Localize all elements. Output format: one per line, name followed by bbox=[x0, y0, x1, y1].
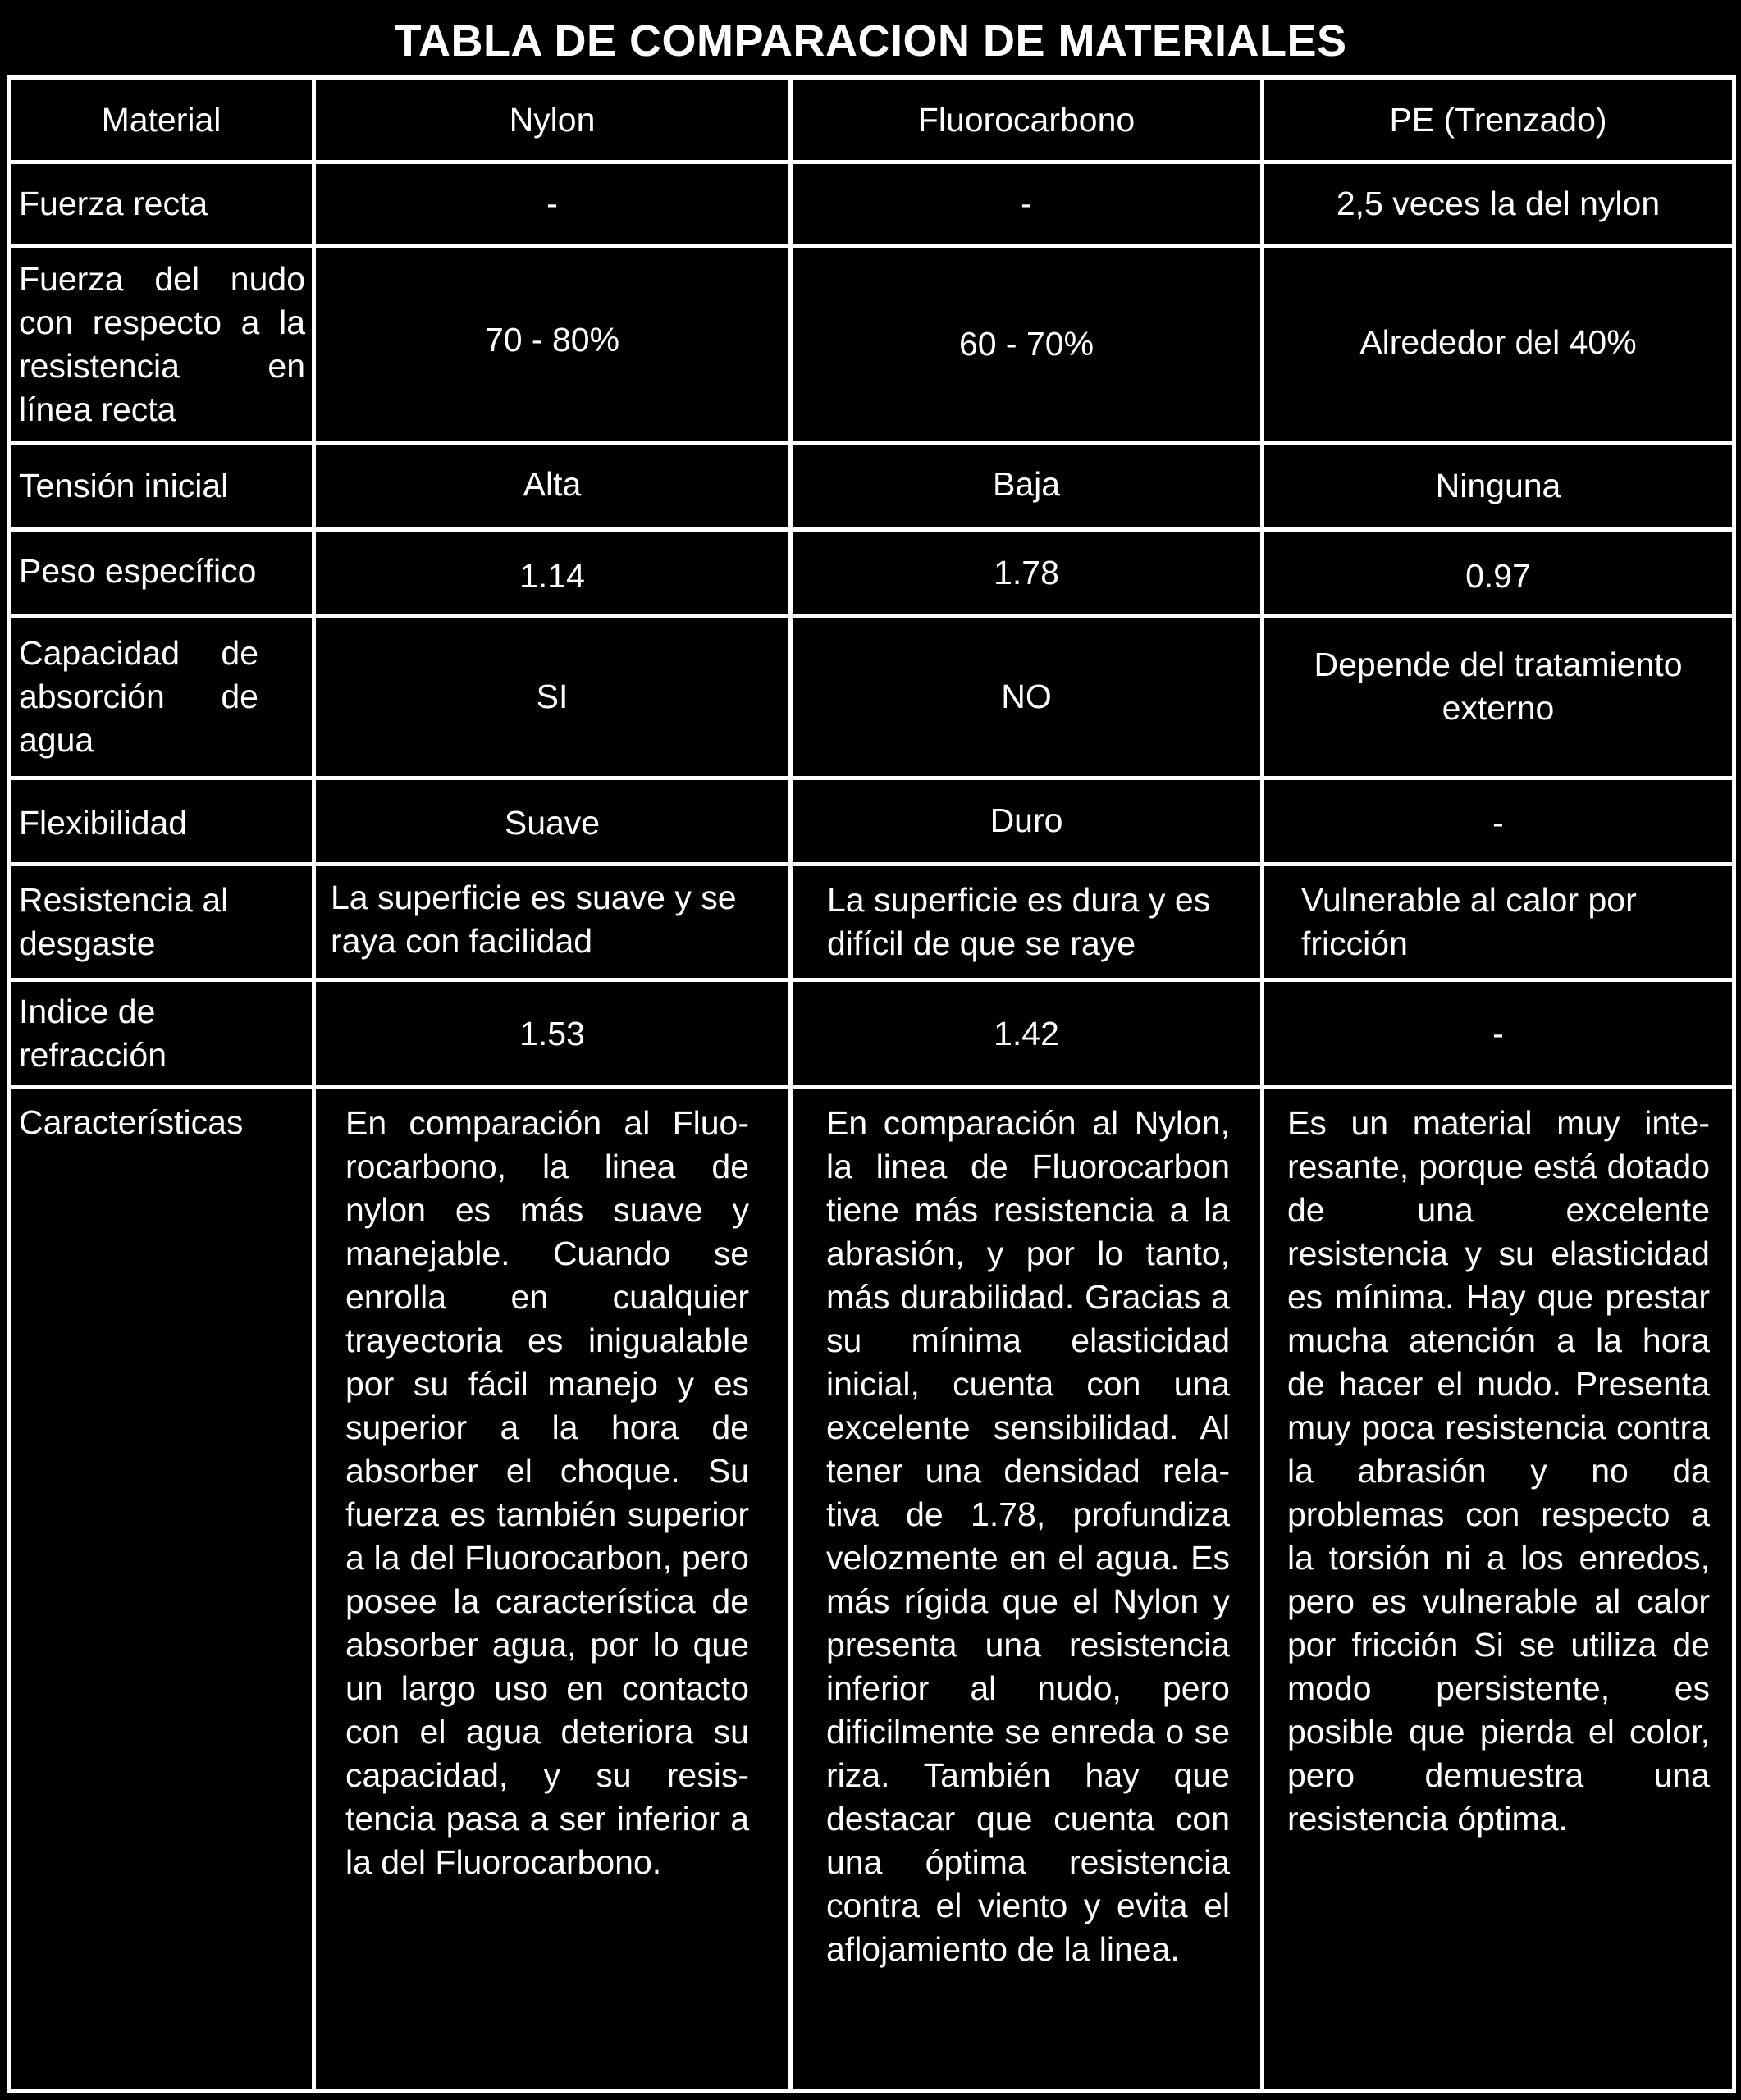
header-material: Material bbox=[101, 100, 222, 139]
cell-nylon: - bbox=[546, 185, 558, 222]
cell-fluorocarbono: NO bbox=[1001, 678, 1052, 715]
cell-pe: Es un material muy interesante, porque está dotado de una excelente resistencia y su elasticidad es mínima. Hay que prestar mucha atención a la hora de hacer el nudo. Presenta muy poca resistencia contra la abrasión y no da problemas con respecto a la torsión ni a los enredos, pero es vulnerable al calor por fricción Si se utiliza de modo persistente, es posible que pierda el color, pero demuestra una resistencia óptima. bbox=[1287, 1104, 1710, 1838]
cell-nylon: 70 - 80% bbox=[484, 321, 620, 358]
header-fluorocarbono: Fluorocarbono bbox=[917, 100, 1136, 139]
cell-pe: - bbox=[1492, 1014, 1504, 1052]
row-label-text: Fuerza del nudo con respecto a la resistencia en línea recta bbox=[19, 259, 305, 428]
cell-nylon: 1.53 bbox=[519, 1014, 585, 1052]
cell-fluorocarbono: 60 - 70% bbox=[958, 325, 1094, 363]
row-label: Peso específico bbox=[19, 551, 257, 590]
row-label: Fuerza recta bbox=[19, 185, 208, 222]
table-title: TABLA DE COMPARACION DE MATERIALES bbox=[394, 16, 1347, 66]
row-label: Características bbox=[19, 1103, 244, 1141]
row-label-text: Capacidad de absorción de agua bbox=[19, 634, 258, 759]
cell-fluorocarbono: - bbox=[1021, 185, 1032, 222]
cell-fluorocarbono: La superficie es dura y es difícil de que se raye bbox=[827, 881, 1211, 962]
cell-fluorocarbono: En comparación al Nylon, la linea de Fluorocarbon tiene más resistencia a la abrasión, y por lo tanto, más durabilidad. Gracias a su mínima elasticidad inicial, cuenta con una excelente sensibilidad. Al tener una densidad relativa de 1.78, profundiza velozmente en el agua. Es más rígida que el Nylon y presenta una resistencia inferior al nudo, pero dificilmente se enreda o se riza. También hay que destacar que cuenta con una óptima resistencia contra el viento y evita el aflojamiento de la linea. bbox=[826, 1104, 1230, 1968]
cell-fluorocarbono: Duro bbox=[989, 801, 1063, 839]
cell-fluorocarbono: Baja bbox=[992, 465, 1061, 503]
header-pe: PE (Trenzado) bbox=[1389, 100, 1607, 139]
row-label: Indice de refracción bbox=[19, 993, 167, 1074]
cell-nylon: SI bbox=[536, 678, 569, 715]
cell-fluorocarbono: 1.42 bbox=[994, 1014, 1059, 1052]
cell-pe: 0.97 bbox=[1465, 556, 1531, 595]
cell-pe: - bbox=[1492, 804, 1504, 842]
cell-nylon: Alta bbox=[523, 465, 582, 503]
cell-pe: Ninguna bbox=[1435, 467, 1561, 504]
comparison-table bbox=[7, 75, 1736, 2093]
row-label bbox=[11, 618, 265, 776]
row-label: Resistencia al desgaste bbox=[19, 881, 229, 962]
cell-pe: Alrededor del 40% bbox=[1359, 322, 1637, 361]
cell-pe: 2,5 veces la del nylon bbox=[1336, 185, 1661, 222]
header-nylon: Nylon bbox=[509, 100, 596, 139]
cell-nylon: 1.14 bbox=[519, 556, 585, 595]
cell-nylon: En comparación al Fluorocarbono, la linea de nylon es más suave y manejable. Cuando se enrolla en cualquier trayectoria es inigualable por su fácil manejo y es superior a la hora de absorber el choque. Su fuerza es también superior a la del Fluorocarbon, pero posee la característica de absorber agua, por lo que un largo uso en contacto con el agua deteriora su capacidad, y su resistencia pasa a ser inferior a la del Fluorocarbono. bbox=[345, 1104, 749, 1881]
cell-fluorocarbono: 1.78 bbox=[994, 553, 1059, 591]
cell-nylon: Suave bbox=[504, 804, 601, 842]
row-label: Flexibilidad bbox=[19, 804, 188, 842]
cell-pe: Depende del tratamiento externo bbox=[1314, 646, 1683, 727]
cell-nylon: La superficie es suave y se raya con facilidad bbox=[331, 879, 737, 960]
row-divider bbox=[11, 776, 1732, 780]
row-label bbox=[11, 248, 312, 441]
cell-pe: Vulnerable al calor por fricción bbox=[1301, 881, 1637, 962]
row-label: Tensión inicial bbox=[19, 467, 229, 504]
